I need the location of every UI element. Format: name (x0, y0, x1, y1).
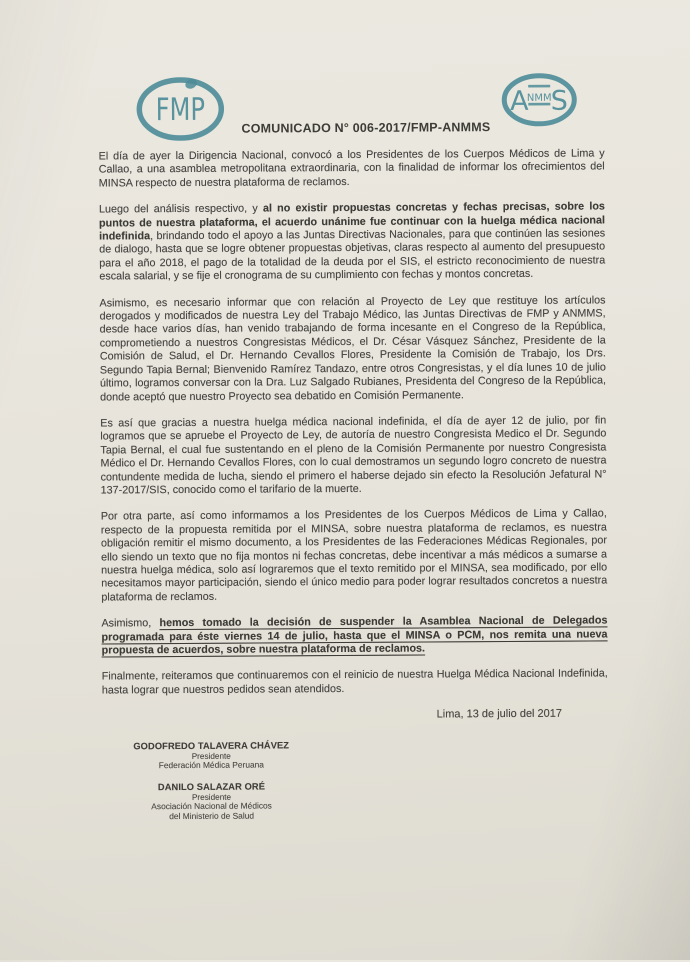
paragraph (99, 294, 606, 404)
fmp-logo-letters: FMP (155, 90, 206, 128)
paragraph-text: Finalmente, reiteramos que continuaremos con el reinicio de nuestra Huelga Médica Nacional Indefinida, hasta lograr que nuestros pedidos sean atendidos. (101, 667, 608, 697)
anmms-logo-letters-nmm: NMM (526, 92, 552, 104)
anmms-logo-letter-a: A (509, 85, 529, 117)
signatory-role: Presidente (191, 792, 232, 802)
anmms-logo-letter-s: S (550, 85, 568, 117)
paragraph (102, 668, 608, 698)
paragraph-text: Luego del análisis respectivo, y (98, 202, 263, 216)
signatory-organization: Federación Médica Peruana (158, 759, 264, 771)
signatory-organization: Asociación Nacional de Médicos (151, 800, 272, 812)
paragraph (99, 201, 605, 285)
paragraph-text: Asimismo, es necesario informar que con relación al Proyecto de Ley que restituye los artículos derogados y modificados de nuestra Ley del Trabajo Médico, las Juntas Directivas de FMP y ANMMS, desde hace varios días, han venido trabajando de forma incesante en el Congreso de la República, comprometiendo a nuestros Congresistas Médicos, el Dr. César Vásquez Sánchez, Presidente de la Comisión de Salud, el Dr. Hernando Cevallos Flores, Presidente la Comisión de Trabajo, los Drs. Segundo Tapia Bernal; Bienvenido Ramírez Tandazo, entre otros Congresistas, y el día lunes 10 de julio último, logramos conversar con la Dra. Luz Salgado Rubianes, Presidenta del Congreso de la República, donde aceptó que nuestro Proyecto sea debatido en Comisión Permanente. (99, 294, 607, 403)
dateline: Lima, 13 de julio del 2017 (436, 707, 563, 721)
paragraph-text: El día de ayer la Dirigencia Nacional, convocó a los Presidentes de los Cuerpos Médicos de Lima y Callao, a una asamblea metropolitana extraordinaria, con la finalidad de informar los ofrecimientos del MINSA respecto de nuestra plataforma de reclamos. (98, 147, 605, 190)
paragraph-text: Por otra parte, así como informamos a los Presidentes de los Cuerpos Médicos de Lima y Callao, respecto de la propuesta remitida por el MINSA, sobre nuestra plataforma de reclamos, es nuestra obligación remitir el mismo documento, a los Presidentes de las Federaciones Médicas Regionales, por ello siendo un texto que no fija montos ni fechas concretas, debe incentivar a más médicos a sumarse a nuestra huelga médica, solo así lograremos que el texto remitido por el MINSA, sea modificado, por ello necesitamos mayor participación, siendo el único medio para poder lograr resultados concretos a nuestra plataforma de reclamos. (100, 507, 608, 604)
signature-block (102, 740, 320, 772)
paragraph-emphasis-text: hemos tomado la decisión de suspender la Asamblea Nacional de Delegados programada para éste viernes 14 de julio, hasta que el MINSA o PCM, nos remita una nueva propuesta de acuerdos, sobre nuestra plataforma de reclamos. (101, 614, 608, 657)
paragraph-emphasis-text: al no existir propuestas concretas y fechas precisas, sobre los puntos de nuestra plataforma, el acuerdo unánime fue continuar con la huelga médica nacional indefinida (98, 200, 606, 243)
paragraph-text: , brindando todo el apoyo a las Juntas Directivas Nacionales, para que continúen las sesiones de dialogo, hasta que se logre obtener propuestas objetivas, claras respecto al aumento del presupuesto para el año 2018, el pago de la totalidad de la deuda por el SIS, el estricto reconocimiento de nuestra escala salarial, y se fije el cronograma de su cumplimiento con fechas y montos concretas. (99, 227, 606, 283)
paragraph (99, 147, 605, 190)
paragraph (101, 615, 607, 658)
paragraph (100, 414, 606, 498)
signatory-name: DANILO SALAZAR ORÉ (157, 781, 266, 792)
paragraph-text: Asimismo, (101, 617, 160, 630)
signature-block (102, 781, 320, 822)
signatures (102, 740, 320, 822)
paragraphs (99, 147, 608, 697)
document-body (99, 147, 609, 833)
signatory-organization: del Ministerio de Salud (169, 810, 255, 822)
paragraph-text: Es así que gracias a nuestra huelga médica nacional indefinida, el día de ayer 12 de julio, por fin logramos que se apruebe el Proyecto de Ley, de autoría de nuestro Congresista Medico el Dr. Segundo Tapia Bernal, el cual fue sustentando en el pleno de la Comisión Permanente por nuestro Congresista Médico el Dr. Hernando Cevallos Flores, con lo cual demostramos un segundo logro concreto de nuestra contundente medida de lucha, siendo el primero el haberse dejado sin efecto la Resolución Jefatural N° 137-2017/SIS, conocido como el tarifario de la muerte. (100, 414, 607, 497)
paragraph (101, 508, 608, 605)
signatory-role: Presidente (191, 751, 231, 761)
signatory-name: GODOFREDO TALAVERA CHÁVEZ (133, 739, 290, 751)
document-title: COMUNICADO N° 006-2017/FMP-ANMMS (241, 120, 491, 136)
